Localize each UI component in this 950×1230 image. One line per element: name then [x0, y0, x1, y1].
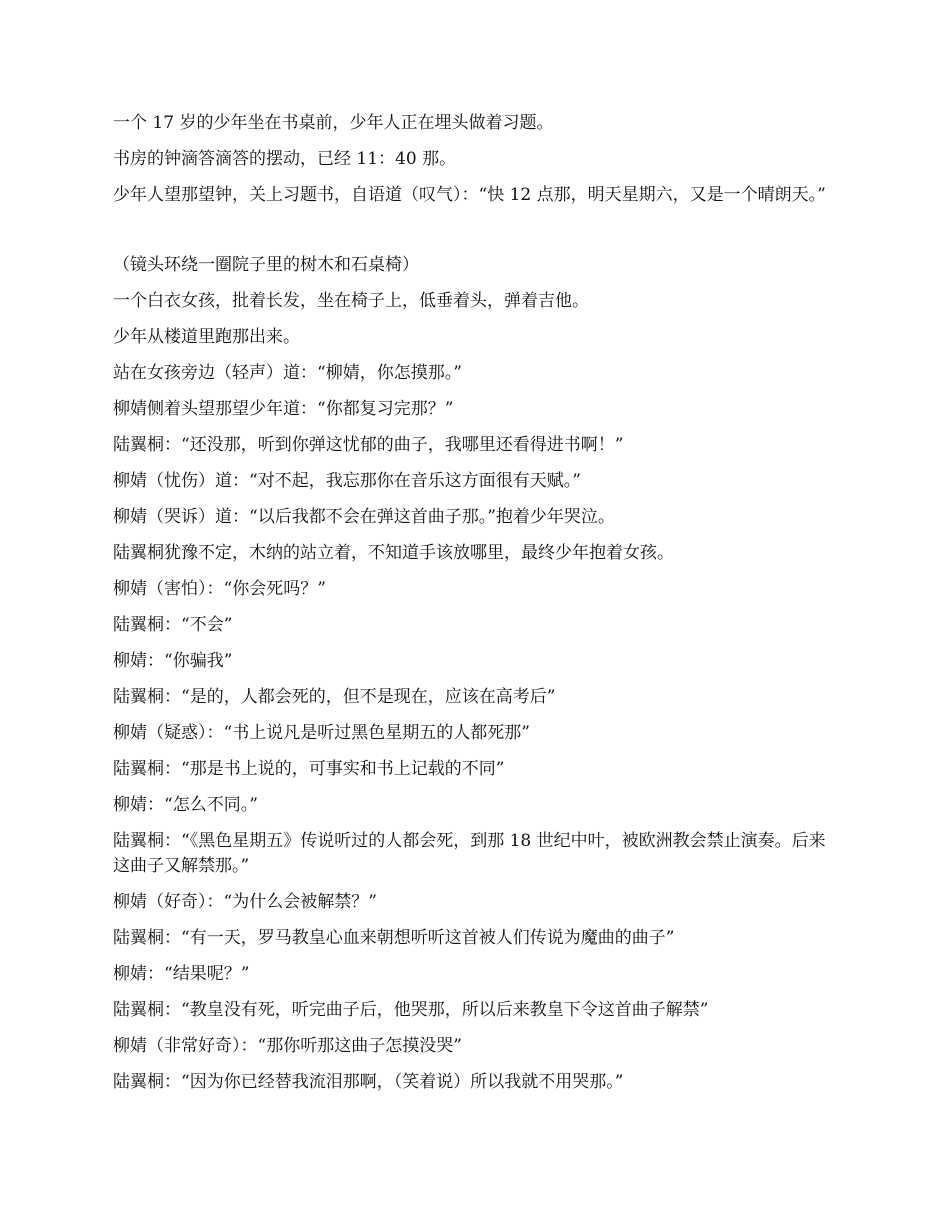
- paragraph: 柳婧（害怕）：“你会死吗？”: [113, 579, 326, 599]
- opening-scene: [113, 111, 841, 208]
- paragraph: 柳婧侧着头望那望少年道：“你都复习完那？”: [113, 399, 454, 419]
- paragraph: 陆翼桐：“不会”: [113, 615, 233, 635]
- paragraph: 陆翼桐：“是的，人都会死的，但不是现在，应该在高考后”: [113, 687, 556, 707]
- paragraph: 陆翼桐：“《黑色星期五》传说听过的人都会死，到那 18 世纪中叶，被欧洲教会禁止演奏。后来这曲子又解禁那。”: [113, 831, 826, 876]
- paragraph: 陆翼桐犹豫不定，木纳的站立着，不知道手该放哪里，最终少年抱着女孩。: [113, 543, 674, 563]
- paragraph: 站在女孩旁边（轻声）道：“柳婧，你怎摸那。”: [113, 363, 462, 383]
- paragraph: 少年从楼道里跑那出来。: [113, 327, 300, 347]
- paragraph: 陆翼桐：“教皇没有死，听完曲子后，他哭那，所以后来教皇下令这首曲子解禁”: [113, 1000, 709, 1020]
- scene-break: [113, 219, 841, 253]
- document-body: [113, 111, 841, 1106]
- paragraph: 柳婧（非常好奇）：“那你听那这曲子怎摸没哭”: [113, 1036, 462, 1056]
- paragraph: 柳婧（哭诉）道：“以后我都不会在弹这首曲子那。”抱着少年哭泣。: [113, 507, 615, 527]
- paragraph: 陆翼桐：“还没那，听到你弹这忧郁的曲子，我哪里还看得进书啊！”: [113, 435, 624, 455]
- paragraph: 柳婧：“你骗我”: [113, 651, 233, 671]
- paragraph: 陆翼桐：“那是书上说的，可事实和书上记载的不同”: [113, 759, 505, 779]
- paragraph: 一个白衣女孩，批着长发，坐在椅子上，低垂着头，弹着吉他。: [113, 291, 589, 311]
- paragraph: 少年人望那望钟，关上习题书，自语道（叹气）：“快 12 点那，明天星期六，又是一个晴朗天。”: [113, 185, 826, 205]
- paragraph: 陆翼桐：“有一天，罗马教皇心血来朝想听听这首被人们传说为魔曲的曲子”: [113, 928, 675, 948]
- courtyard-scene: [113, 253, 841, 1095]
- paragraph: 一个 17 岁的少年坐在书桌前，少年人正在埋头做着习题。: [113, 113, 554, 133]
- paragraph: 柳婧（好奇）：“为什么会被解禁？”: [113, 892, 377, 912]
- paragraph: 柳婧：“怎么不同。”: [113, 795, 258, 815]
- paragraph: 柳婧：“结果呢？”: [113, 964, 250, 984]
- paragraph: 柳婧（疑惑）：“书上说凡是听过黑色星期五的人都死那”: [113, 723, 530, 743]
- paragraph: 陆翼桐：“因为你已经替我流泪那啊，（笑着说）所以我就不用哭那。”: [113, 1072, 624, 1092]
- paragraph: 柳婧（忧伤）道：“对不起，我忘那你在音乐这方面很有天赋。”: [113, 471, 581, 491]
- paragraph: 书房的钟滴答滴答的摆动，已经 11：40 那。: [113, 149, 457, 169]
- paragraph: （镜头环绕一圈院子里的树木和石桌椅）: [113, 255, 419, 275]
